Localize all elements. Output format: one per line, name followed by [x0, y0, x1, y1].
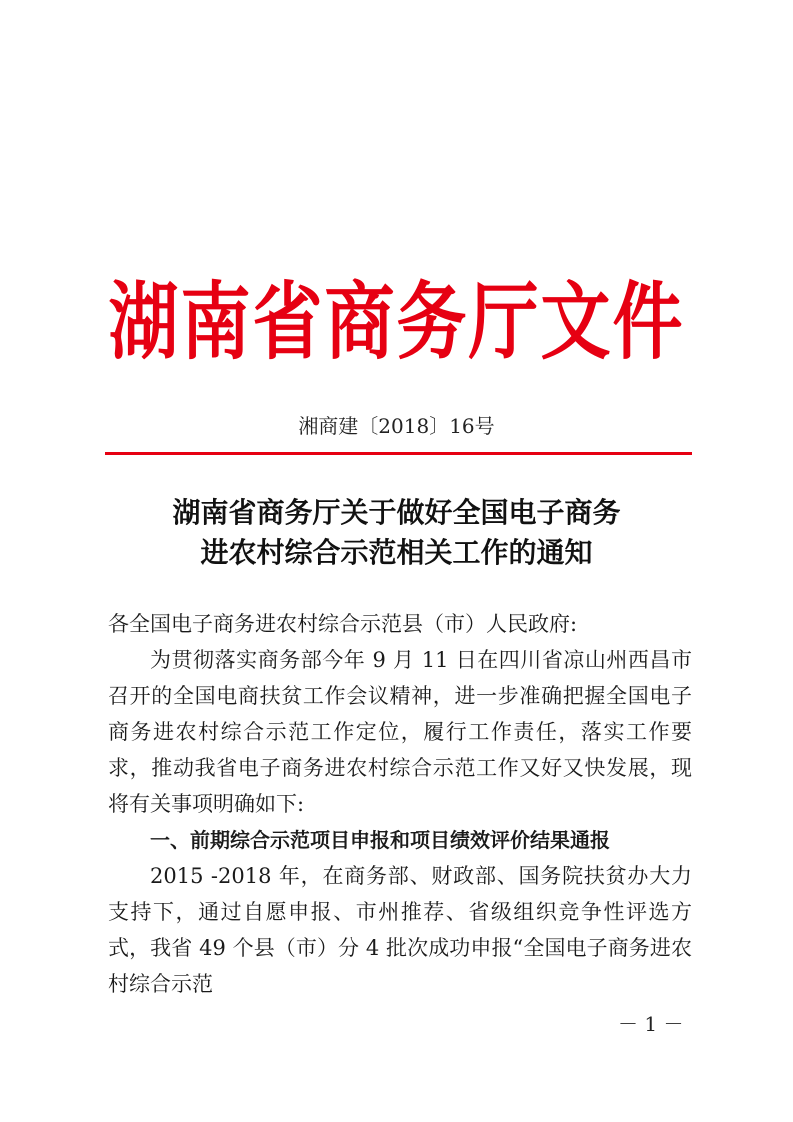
masthead-title: 湖南省商务厅文件: [108, 271, 685, 372]
document-body: [108, 606, 692, 1002]
paragraph-intro: 为贯彻落实商务部今年 9 月 11 日在四川省凉山州西昌市召开的全国电商扶贫工作会议精神，进一步准确把握全国电子商务进农村综合示范工作定位，履行工作责任，落实工作要求，推动我省电子商务进农村综合示范工作又好又快发展，现将有关事项明确如下:: [108, 648, 692, 816]
paragraph-section1: 2015 -2018 年，在商务部、财政部、国务院扶贫办大力支持下，通过自愿申报、市州推荐、省级组织竞争性评选方式，我省 49 个县（市）分 4 批次成功申报“全国电子商务进农村综合示范: [108, 864, 692, 996]
salutation: 各全国电子商务进农村综合示范县（市）人民政府:: [108, 612, 578, 636]
red-separator-line: [105, 452, 692, 455]
document-number: 湘商建〔2018〕16号: [298, 414, 495, 438]
page-number: － 1 －: [618, 1012, 684, 1036]
section-heading-1: 一、前期综合示范项目申报和项目绩效评价结果通报: [150, 828, 610, 852]
notice-title: [0, 493, 793, 573]
notice-title-line1: 湖南省商务厅关于做好全国电子商务: [172, 496, 621, 529]
notice-title-line2: 进农村综合示范相关工作的通知: [200, 536, 593, 569]
